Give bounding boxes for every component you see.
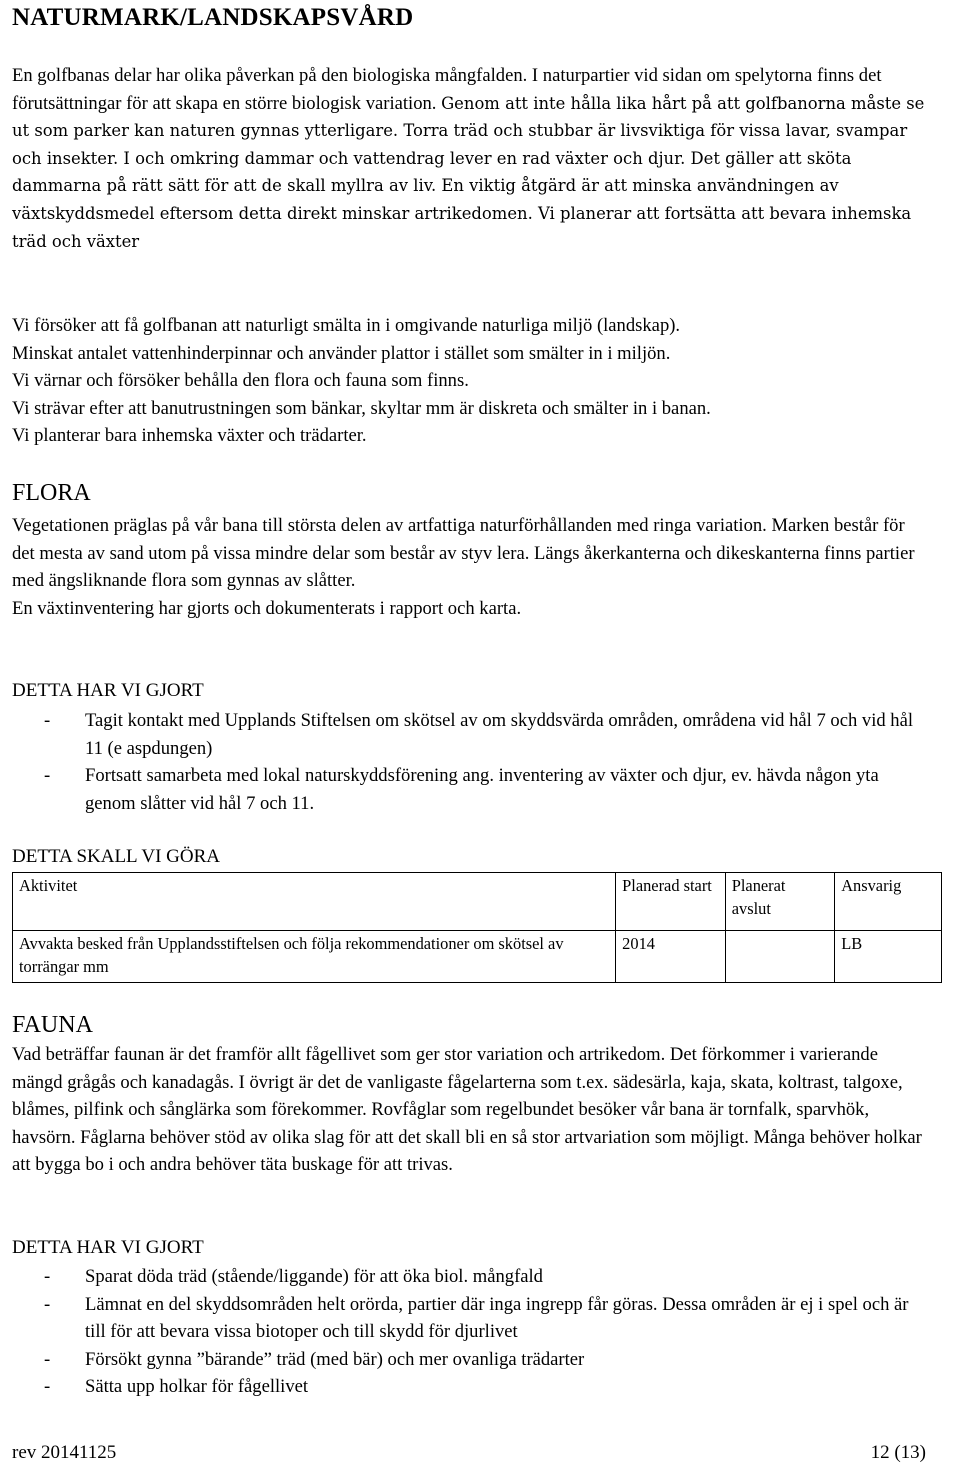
fauna-done-heading: DETTA HAR VI GJORT (12, 1237, 204, 1258)
fauna-paragraph: Vad beträffar faunan är det framför allt fågellivet som ger stor variation och artrikedom. Det förkommer i varierande mängd grågås och kanadagås. I övrigt är det de vanligaste fågelarterna som t.ex. sädesärla, kaja, skata, koltrast, talgoxe, blåmes, pilfink och sånglärka som förekommer. Rovfåglar som regelbundet besöker vår bana är tornfalk, sparvhök, havsörn. Fåglarna behöver stöd av olika slag för att det skall bli en så stor artvariation som möjligt. Många behöver holkar att bygga bo i och andra behöver täta buskage för att trivas. (12, 1044, 922, 1176)
flora-done-list (12, 707, 932, 817)
list-item: - Sparat döda träd (stående/liggande) för att öka biol. mångfald (12, 1263, 932, 1291)
page-title: NATURMARK/LANDSKAPSVÅRD (12, 4, 414, 31)
intro-text-2: Genom att inte hålla lika hårt på att golfbanorna måste se ut som parker kan naturen gynnas ytterligare. Torra träd och stubbar är livsviktiga för vissa lavar, svampar och insekter. I och omkring dammar och vattendrag lever en rad växter och djur. Det gäller att sköta dammarna på rätt sätt för att de skall myllra av liv. En viktig åtgärd är att minska användningen av växtskyddsmedel eftersom detta direkt minskar artrikedomen. (12, 93, 925, 223)
goal-line: Vi värnar och försöker behålla den flora och fauna som finns. (12, 370, 469, 392)
activity-table (12, 872, 942, 983)
table-header-row (13, 873, 942, 931)
list-item: - Försökt gynna ”bärande” träd (med bär) och mer ovanliga trädarter (12, 1346, 932, 1374)
list-item: - Lämnat en del skyddsområden helt orörda, partier där inga ingrepp får göras. Dessa områden är ej i spel och är till för att bevara vissa biotoper och till skydd för djurlivet (12, 1291, 932, 1346)
goal-line: Vi strävar efter att banutrustningen som bänkar, skyltar mm är diskreta och smälter in i banan. (12, 397, 711, 419)
list-item: - Tagit kontakt med Upplands Stiftelsen om skötsel av om skyddsvärda områden, områdena vid hål 7 och vid hål 11 (e aspdungen) (12, 707, 932, 762)
goals-block (12, 312, 942, 450)
revision-label: rev 20141125 (12, 1442, 117, 1463)
header-activity: Aktivitet (13, 873, 616, 931)
cell-activity: Avvakta besked från Upplandsstiftelsen och följa rekommendationer om skötsel av torrängar mm (13, 931, 616, 983)
header-responsible: Ansvarig (835, 873, 942, 931)
table-row (13, 931, 942, 983)
flora-paragraph (12, 512, 932, 622)
goal-line: Vi planterar bara inhemska växter och trädarter. (12, 425, 367, 447)
header-planned-start: Planerad start (616, 873, 726, 931)
flora-text: Vegetationen präglas på vår bana till största delen av artfattiga naturförhållanden med ringa variation. Marken består för det mesta av sand utom på vissa mindre delar som består av styv lera. Längs åkerkanterna och dikeskanterna finns partier med ängsliknande flora som gynnas av slåtter. (12, 515, 915, 592)
intro-text-1: En golfbanas delar har olika påverkan på den biologiska mångfalden. I naturpartier vid sidan om spelytorna finns det förutsättningar för att skapa en större biologisk variation. (12, 65, 882, 114)
flora-todo-heading: DETTA SKALL VI GÖRA (12, 846, 220, 867)
cell-responsible: LB (835, 931, 942, 983)
cell-planned-end (725, 931, 834, 983)
goal-line: Minskat antalet vattenhinderpinnar och använder plattor i stället som smälter in i miljön. (12, 342, 671, 364)
cell-planned-start: 2014 (616, 931, 726, 983)
intro-paragraph (12, 62, 932, 255)
fauna-heading: FAUNA (12, 1012, 93, 1038)
goal-line: Vi försöker att få golfbanan att naturligt smälta in i omgivande naturliga miljö (landskap). (12, 315, 681, 336)
flora-done-heading: DETTA HAR VI GJORT (12, 680, 204, 701)
list-item: - Sätta upp holkar för fågellivet (12, 1373, 932, 1401)
fauna-done-list (12, 1263, 932, 1401)
page-number: 12 (13) (870, 1442, 926, 1463)
header-planned-end: Planerat avslut (725, 873, 834, 931)
list-item: - Fortsatt samarbeta med lokal naturskyddsförening ang. inventering av växter och djur, ev. hävda någon yta genom slåtter vid hål 7 och 11. (12, 762, 932, 817)
flora-inventory-text: En växtinventering har gjorts och dokumenterats i rapport och karta. (12, 597, 522, 619)
flora-heading: FLORA (12, 480, 91, 506)
intro-text-3: Vi planerar att fortsätta att bevara inhemska träd och växter (12, 203, 912, 251)
